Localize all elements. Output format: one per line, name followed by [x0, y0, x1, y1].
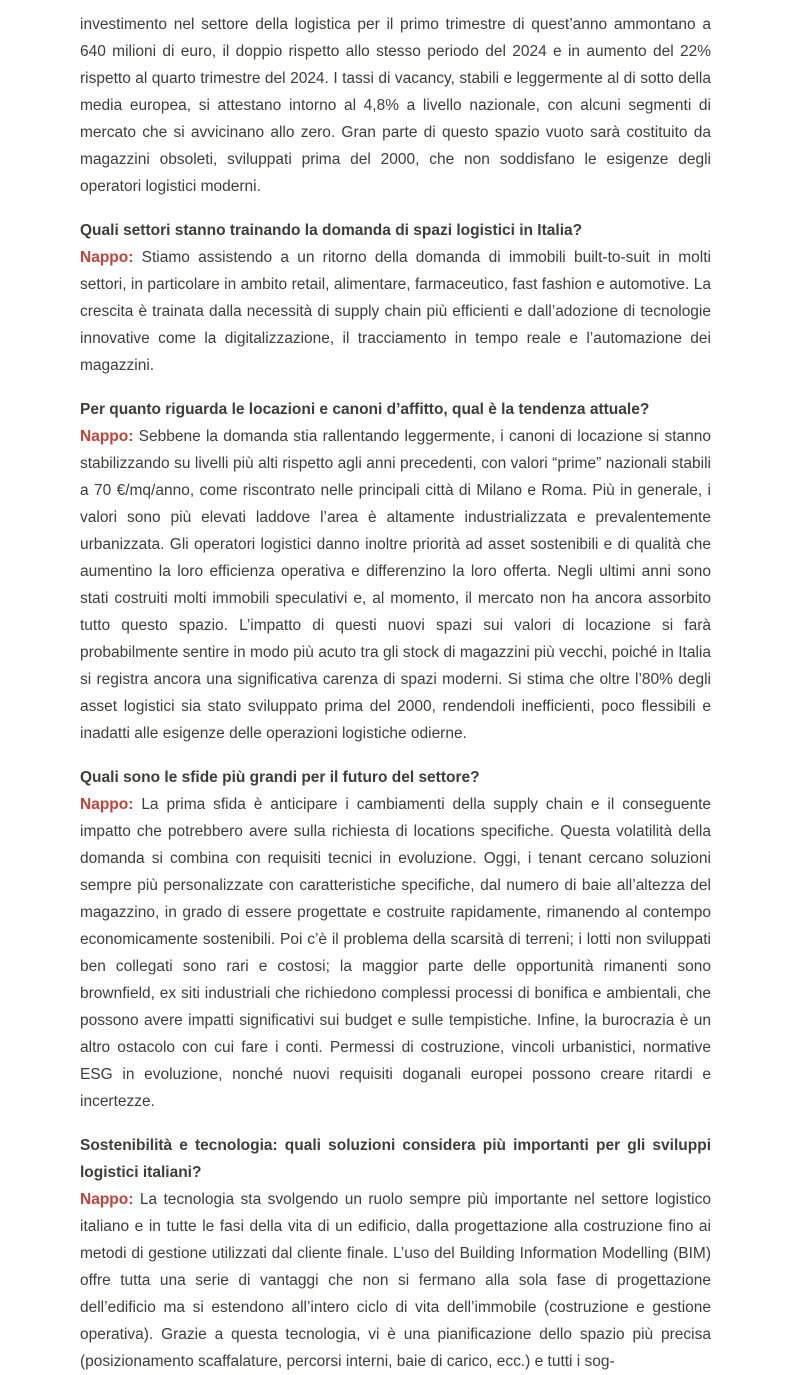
answer-text: Stiamo assistendo a un ritorno della domanda di immobili built-to-suit in molti settori, in particolare in ambito retail, alimentare, farmaceutico, fast fashion e automotive. La crescita è trainata dalla necessità di supply chain più efficienti e dall’adozione di tecnologie innovative come la digitalizzazione, il tracciamento in tempo reale e l’automazione dei magazzini. [80, 249, 711, 374]
qa-block [80, 396, 711, 747]
answer-paragraph [80, 244, 711, 379]
qa-block [80, 764, 711, 1115]
speaker-label: Nappo: [80, 428, 134, 445]
intro-paragraph: investimento nel settore della logistica per il primo trimestre di quest’anno ammontano a 640 milioni di euro, il doppio rispetto allo stesso periodo del 2024 e in aumento del 22% rispetto al quarto trimestre del 2024. I tassi di vacancy, stabili e leggermente al di sotto della media europea, si attestano intorno al 4,8% a livello nazionale, con alcuni segmenti di mercato che si avvicinano allo zero. Gran parte di questo spazio vuoto sarà costituito da magazzini obsoleti, sviluppati prima del 2000, che non soddisfano le esigenze degli operatori logistici moderni. [80, 16, 711, 195]
question-heading: Sostenibilità e tecnologia: quali soluzioni considera più importanti per gli sviluppi logistici italiani? [80, 1137, 711, 1181]
answer-text: La prima sfida è anticipare i cambiamenti della supply chain e il conseguente impatto che potrebbero avere sulla richiesta di locations specifiche. Questa volatilità della domanda si combina con requisiti tecnici in evoluzione. Oggi, i tenant cercano soluzioni sempre più personalizzate con caratteristiche specifiche, dal numero di baie all’altezza del magazzino, in grado di essere progettate e costruite rapidamente, rimanendo al contempo economicamente sostenibili. Poi c’è il problema della scarsità di terreni; i lotti non sviluppati ben collegati sono rari e costosi; la maggior parte delle opportunità rimanenti sono brownfield, ex siti industriali che richiedono complessi processi di bonifica e ambientali, che possono avere impatti significativi sui budget e sulle tempistiche. Infine, la burocrazia è un altro ostacolo con cui fare i conti. Permessi di costruzione, vincoli urbanistici, normative ESG in evoluzione, nonché nuovi requisiti doganali europei possono creare ritardi e incertezze. [80, 796, 711, 1110]
answer-paragraph [80, 791, 711, 1115]
answer-text: La tecnologia sta svolgendo un ruolo sempre più importante nel settore logistico italiano e in tutte le fasi della vita di un edificio, dalla progettazione alla costruzione fino ai metodi di gestione utilizzati dal cliente finale. L’uso del Building Information Modelling (BIM) offre tutta una serie di vantaggi che non si fermano alla sola fase di progettazione dell’edificio ma si estendono all’intero ciclo di vita dell’immobile (costruzione e gestione operativa). Grazie a questa tecnologia, vi è una pianificazione dello spazio più precisa (posizionamento scaffalature, percorsi interni, baie di carico, ecc.) e tutti i sog- [80, 1191, 711, 1370]
answer-paragraph [80, 1186, 711, 1375]
qa-block [80, 1132, 711, 1375]
question-heading: Per quanto riguarda le locazioni e canoni d’affitto, qual è la tendenza attuale? [80, 401, 650, 418]
qa-block [80, 217, 711, 379]
question-heading: Quali sono le sfide più grandi per il futuro del settore? [80, 769, 480, 786]
answer-text: Sebbene la domanda stia rallentando leggermente, i canoni di locazione si stanno stabilizzando su livelli più alti rispetto agli anni precedenti, con valori “prime” nazionali stabili a 70 €/mq/anno, come riscontrato nelle principali città di Milano e Roma. Più in generale, i valori sono più elevati laddove l’area è altamente industrializzata e prevalentemente urbanizzata. Gli operatori logistici danno inoltre priorità ad asset sostenibili e di qualità che aumentino la loro efficienza operativa e differenzino la loro offerta. Negli ultimi anni sono stati costruiti molti immobili speculativi e, al momento, il mercato non ha ancora assorbito tutto questo spazio. L’impatto di questi nuovi spazi sui valori di locazione si farà probabilmente sentire in modo più acuto tra gli stock di magazzini più vecchi, poiché in Italia si registra ancora una significativa carenza di spazi moderni. Si stima che oltre l’80% degli asset logistici sia stato sviluppato prima del 2000, rendendoli inefficienti, poco flessibili e inadatti alle esigenze delle operazioni logistiche odierne. [80, 428, 711, 742]
answer-paragraph [80, 423, 711, 747]
speaker-label: Nappo: [80, 249, 134, 266]
speaker-label: Nappo: [80, 1191, 134, 1208]
question-heading: Quali settori stanno trainando la domanda di spazi logistici in Italia? [80, 222, 583, 239]
speaker-label: Nappo: [80, 796, 134, 813]
